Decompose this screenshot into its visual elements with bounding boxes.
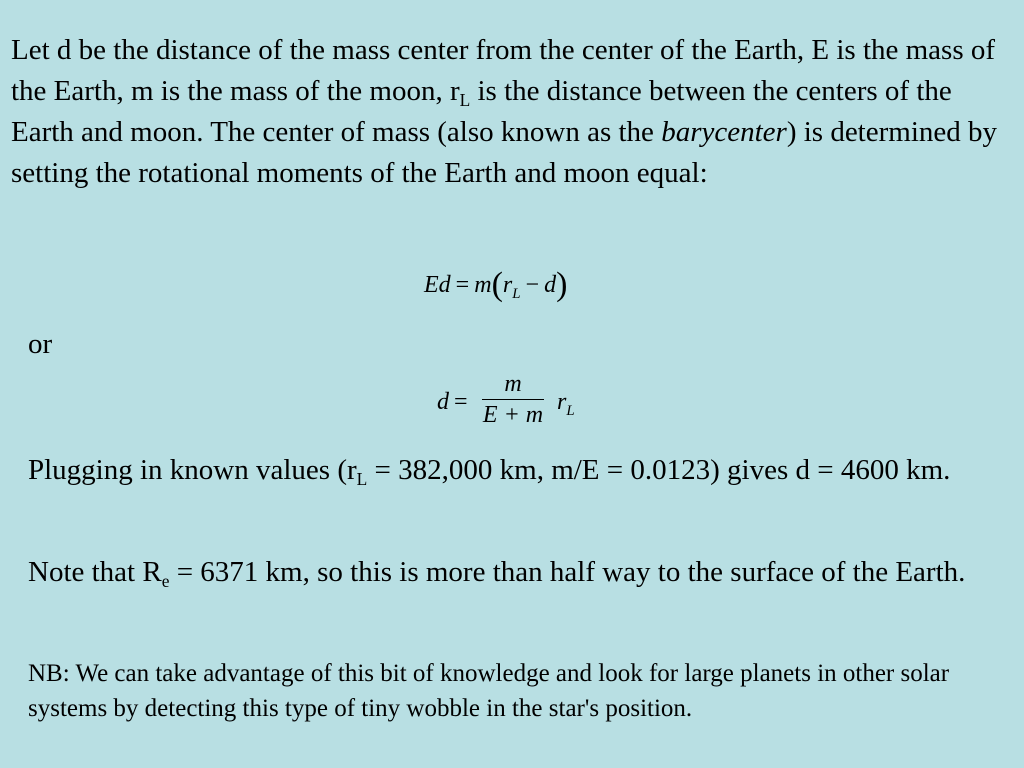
eq1-lhs: Ed <box>424 272 451 298</box>
note-text-1: Note that R <box>28 556 162 588</box>
plugging-paragraph <box>28 450 1008 491</box>
plugging-text-2: = 382,000 km, m/E = 0.0123) gives d = 4600 km. <box>367 454 951 486</box>
nb-paragraph: NB: We can take advantage of this bit of knowledge and look for large planets in other solar systems by detecting this type of tiny wobble in the star's position. <box>28 660 950 722</box>
equation-moments <box>424 266 567 304</box>
intro-text-2: is the distance between the centers of the Earth and moon. The center of mass (also known as the <box>11 75 952 148</box>
eq1-open-paren: ( <box>491 266 503 303</box>
eq1-minus: − <box>525 272 540 298</box>
eq2-rhs <box>557 389 575 419</box>
barycenter-term: barycenter <box>661 116 787 148</box>
equation-distance <box>437 372 597 438</box>
intro-paragraph <box>11 30 1016 194</box>
eq1-r-subscript: L <box>512 285 521 302</box>
eq2-numerator: m <box>504 371 522 397</box>
eq2-equals: = <box>454 389 468 415</box>
note-subscript-e: e <box>161 571 170 592</box>
eq1-m: m <box>474 272 492 298</box>
eq2-denominator: E + m <box>482 402 544 428</box>
intro-text-1: Let d be the distance of the mass center from the center of the Earth, E is the mass of the Earth, m is the mass of the moon, r <box>11 34 996 107</box>
or-text: or <box>28 328 53 360</box>
eq2-lhs <box>437 389 473 416</box>
note-text-2: = 6371 km, so this is more than half way to the surface of the Earth. <box>169 556 966 588</box>
eq1-close-paren: ) <box>556 266 568 303</box>
intro-text-3: ) is determined by setting the rotational moments of the Earth and moon equal: <box>11 116 998 189</box>
note-paragraph <box>28 552 988 593</box>
intro-subscript-l: L <box>459 90 471 111</box>
plugging-subscript-l: L <box>356 469 368 490</box>
eq2-r: r <box>557 389 567 415</box>
plugging-text-1: Plugging in known values (r <box>28 454 357 486</box>
eq2-fraction-bar <box>482 399 544 400</box>
eq2-d: d <box>437 389 449 415</box>
eq1-equals: = <box>455 272 470 298</box>
eq2-fraction <box>482 372 544 427</box>
eq2-r-subscript: L <box>566 402 575 419</box>
eq1-r: r <box>502 272 513 298</box>
eq1-d: d <box>544 272 557 298</box>
